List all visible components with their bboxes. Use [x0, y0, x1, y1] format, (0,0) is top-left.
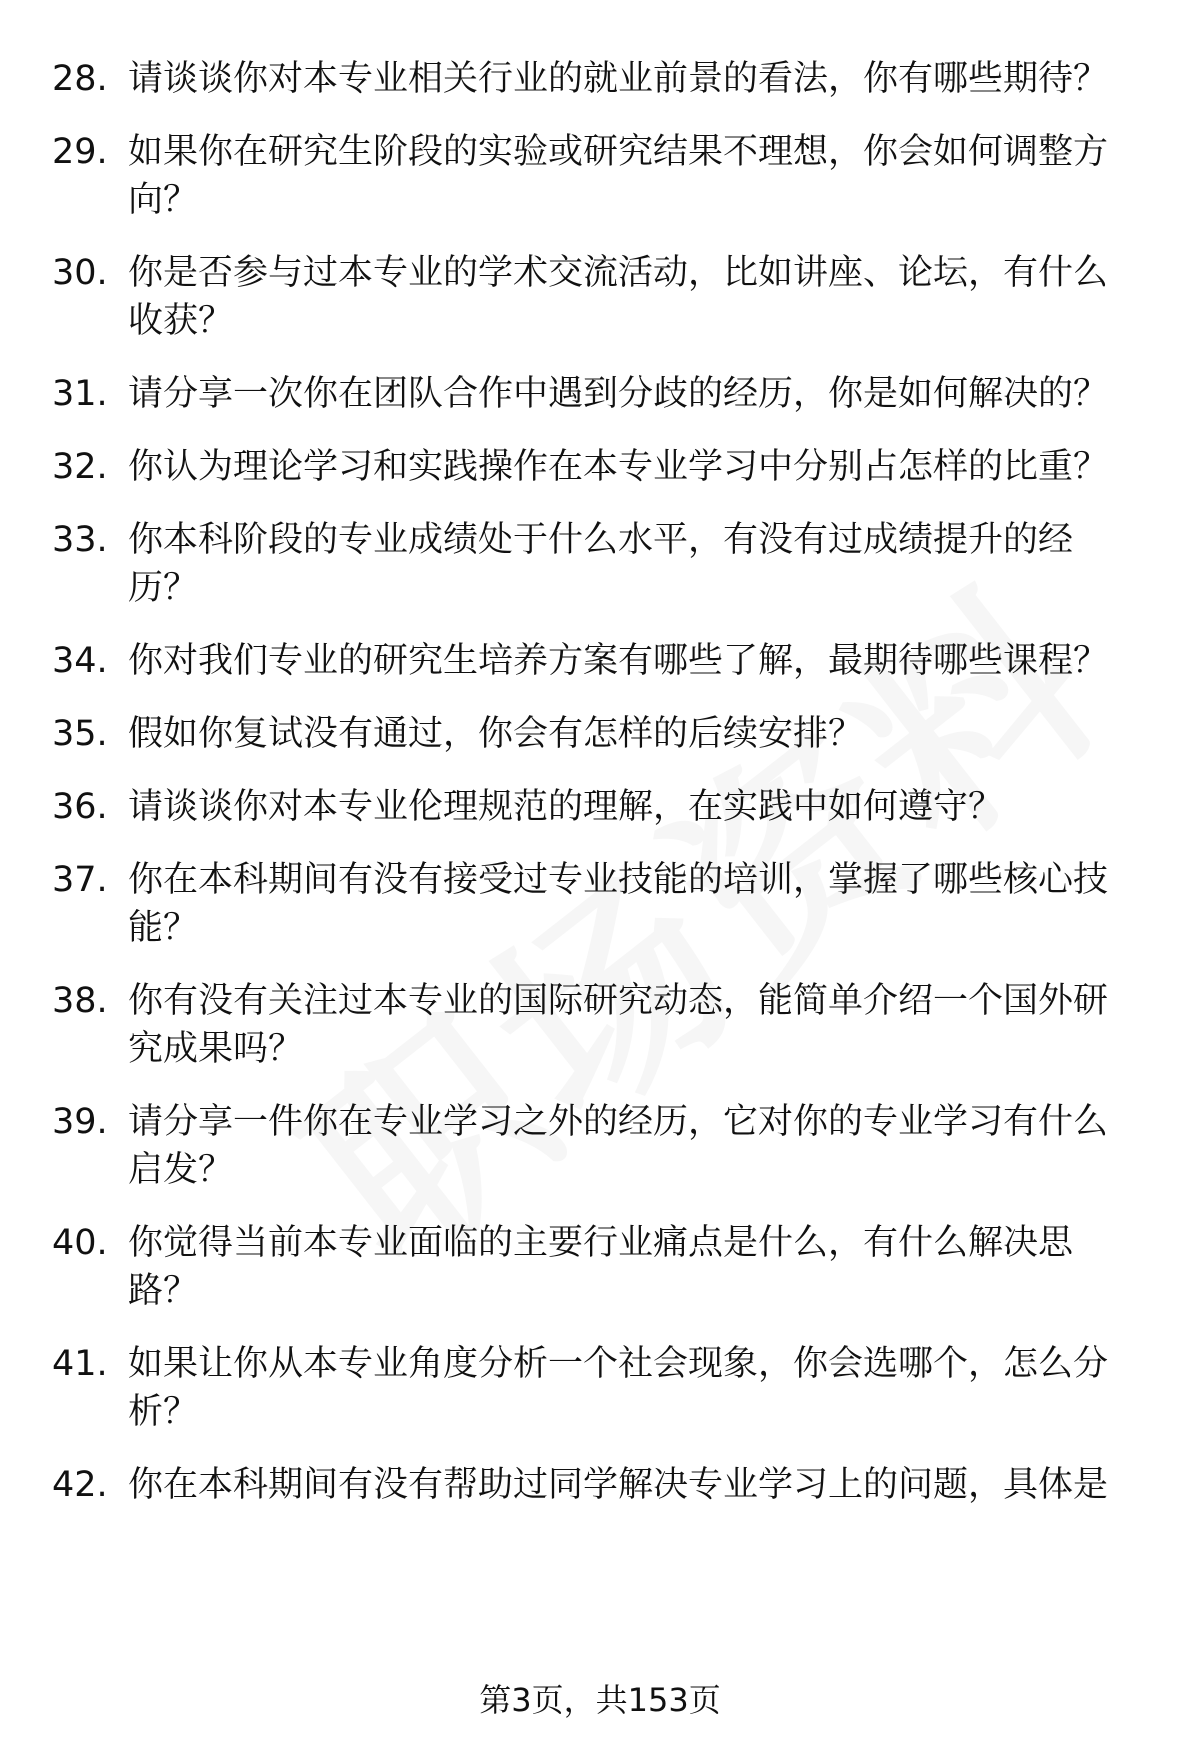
- question-number: 30.: [52, 253, 108, 293]
- question-text: 请分享一次你在团队合作中遇到分歧的经历，你是如何解决的？: [128, 374, 1109, 414]
- question-number: 36.: [52, 787, 108, 827]
- question-item: [0, 856, 1200, 952]
- question-number: 42.: [52, 1465, 108, 1505]
- question-text: 你认为理论学习和实践操作在本专业学习中分别占怎样的比重？: [128, 447, 1109, 487]
- question-text: 你本科阶段的专业成绩处于什么水平，有没有过成绩提升的经历？: [128, 520, 1074, 608]
- question-item: [0, 1461, 1200, 1509]
- question-text: 你有没有关注过本专业的国际研究动态，能简单介绍一个国外研究成果吗？: [128, 981, 1109, 1069]
- question-number: 35.: [52, 714, 108, 754]
- question-number: 29.: [52, 132, 108, 172]
- question-text: 你对我们专业的研究生培养方案有哪些了解，最期待哪些课程？: [128, 641, 1109, 681]
- question-number: 34.: [52, 641, 108, 681]
- question-item: [0, 516, 1200, 612]
- question-item: [0, 1219, 1200, 1315]
- question-text: 请谈谈你对本专业相关行业的就业前景的看法，你有哪些期待？: [128, 59, 1109, 99]
- question-number: 37.: [52, 860, 108, 900]
- question-text: 请分享一件你在专业学习之外的经历，它对你的专业学习有什么启发？: [128, 1102, 1109, 1190]
- question-number: 31.: [52, 374, 108, 414]
- question-number: 41.: [52, 1344, 108, 1384]
- question-item: [0, 55, 1200, 103]
- question-text: 你觉得当前本专业面临的主要行业痛点是什么，有什么解决思路？: [128, 1223, 1074, 1311]
- question-item: [0, 977, 1200, 1073]
- question-item: [0, 710, 1200, 758]
- question-text: 假如你复试没有通过，你会有怎样的后续安排？: [128, 714, 864, 754]
- question-text: 你在本科期间有没有接受过专业技能的培训，掌握了哪些核心技能？: [128, 860, 1109, 948]
- question-item: [0, 128, 1200, 224]
- question-number: 39.: [52, 1102, 108, 1142]
- question-text: 你在本科期间有没有帮助过同学解决专业学习上的问题，具体是: [128, 1465, 1109, 1505]
- question-number: 28.: [52, 59, 108, 99]
- question-number: 32.: [52, 447, 108, 487]
- question-text: 请谈谈你对本专业伦理规范的理解，在实践中如何遵守？: [128, 787, 1004, 827]
- question-number: 38.: [52, 981, 108, 1021]
- question-number: 40.: [52, 1223, 108, 1263]
- question-item: [0, 443, 1200, 491]
- question-text: 如果你在研究生阶段的实验或研究结果不理想，你会如何调整方向？: [128, 132, 1109, 220]
- page-footer: [0, 1678, 1200, 1722]
- page-number-label: 第3页，共153页: [479, 1681, 721, 1719]
- question-item: [0, 370, 1200, 418]
- question-number: 33.: [52, 520, 108, 560]
- question-list: [0, 55, 1200, 1534]
- question-text: 如果让你从本专业角度分析一个社会现象，你会选哪个，怎么分析？: [128, 1344, 1109, 1432]
- question-item: [0, 783, 1200, 831]
- question-item: [0, 1340, 1200, 1436]
- question-item: [0, 1098, 1200, 1194]
- question-item: [0, 637, 1200, 685]
- question-text: 你是否参与过本专业的学术交流活动，比如讲座、论坛，有什么收获？: [128, 253, 1109, 341]
- question-item: [0, 249, 1200, 345]
